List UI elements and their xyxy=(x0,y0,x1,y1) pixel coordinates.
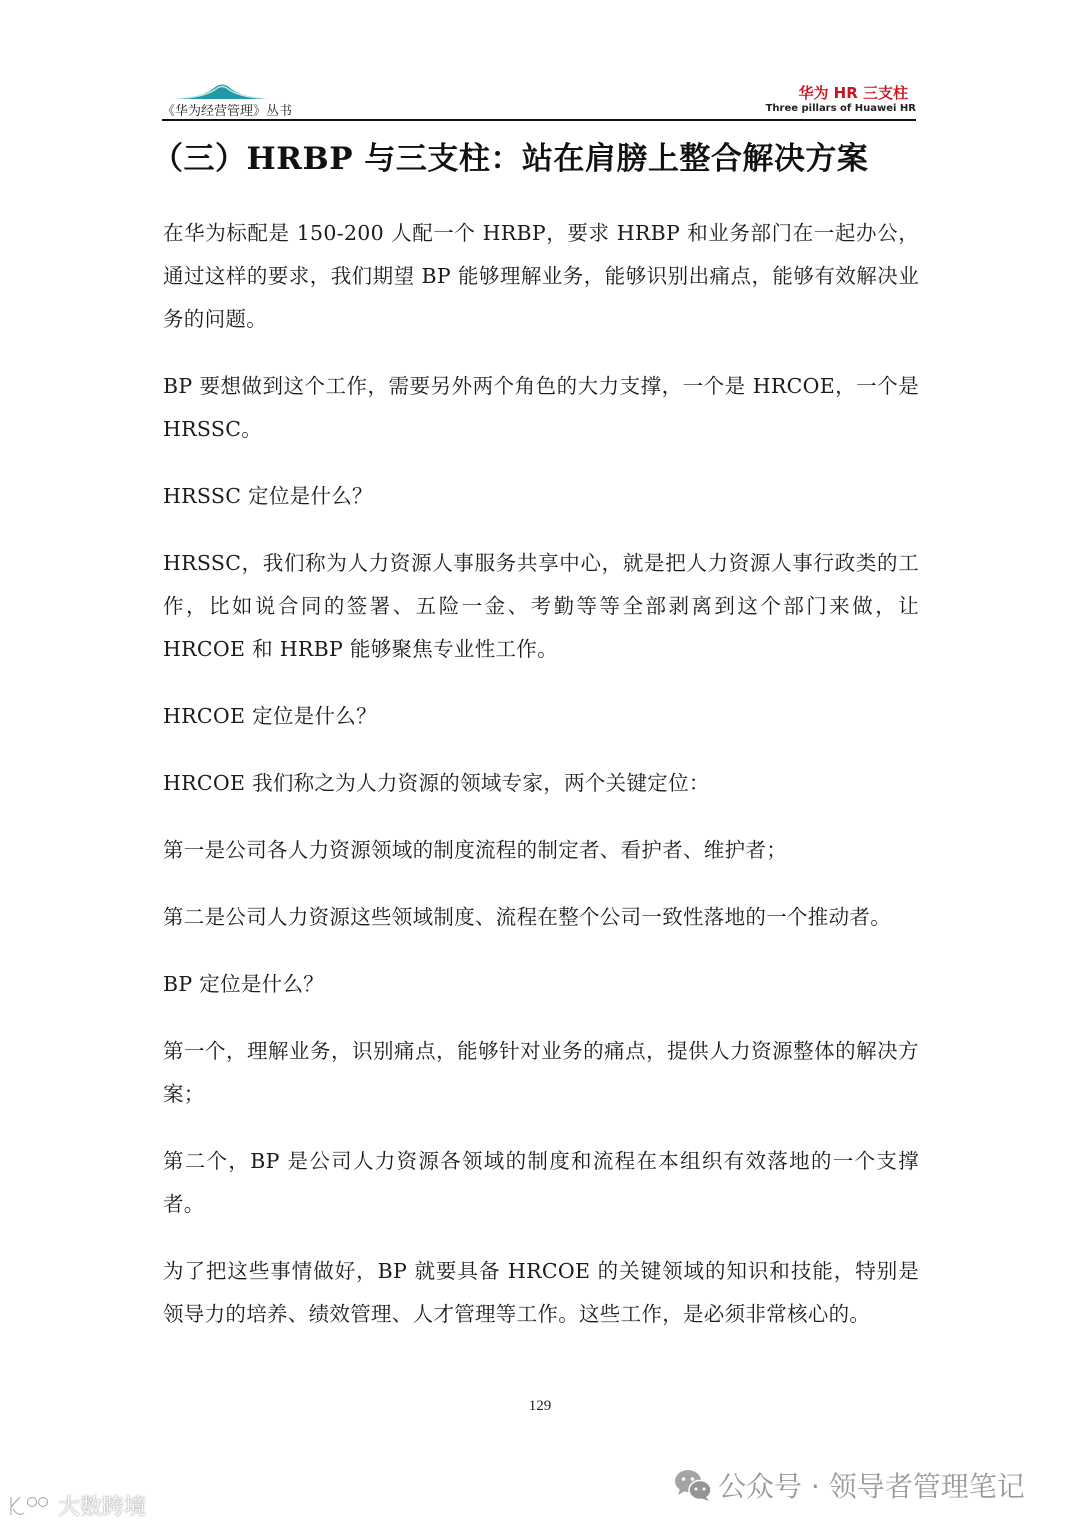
wechat-icon xyxy=(674,1468,712,1502)
paragraph: HRSSC，我们称为人力资源人事服务共享中心，就是把人力资源人事行政类的工作，比如说合同的签署、五险一金、考勤等等全部剥离到这个部门来做，让 HRCOE 和 HRBP 能够聚焦专业性工作。 xyxy=(163,551,919,661)
header-divider xyxy=(162,119,916,121)
brand-block xyxy=(766,84,916,116)
body-content xyxy=(163,212,919,1360)
paragraph: BP 要想做到这个工作，需要另外两个角色的大力支撑，一个是 HRCOE，一个是 HRSSC。 xyxy=(163,374,919,441)
kuajing-watermark-text: 大数跨境 xyxy=(58,1495,147,1520)
section-title: （三）HRBP 与三支柱：站在肩膀上整合解决方案 xyxy=(152,141,869,177)
brand-subtitle: Three pillars of Huawei HR xyxy=(765,103,916,114)
paragraph: 第一个，理解业务，识别痛点，能够针对业务的痛点，提供人力资源整体的解决方案； xyxy=(163,1039,919,1106)
series-title: 《华为经营管理》丛书 xyxy=(162,104,293,119)
wechat-watermark xyxy=(674,1465,1025,1505)
wechat-watermark-text: 公众号 · 领导者管理笔记 xyxy=(718,1470,1025,1503)
kuajing-watermark xyxy=(6,1490,146,1521)
paragraph: 在华为标配是 150-200 人配一个 HRBP，要求 HRBP 和业务部门在一起办公，通过这样的要求，我们期望 BP 能够理解业务，能够识别出痛点，能够有效解决业务的问题。 xyxy=(163,221,919,331)
brand-title: 华为 HR 三支柱 xyxy=(798,84,908,102)
question-heading: BP 定位是什么？ xyxy=(163,972,325,996)
mountain-logo-icon xyxy=(172,78,272,100)
paragraph: 为了把这些事情做好，BP 就要具备 HRCOE 的关键领域的知识和技能，特别是领导力的培养、绩效管理、人才管理等工作。这些工作，是必须非常核心的。 xyxy=(163,1259,919,1326)
question-heading: HRSSC 定位是什么？ xyxy=(163,484,373,508)
paragraph: 第二个，BP 是公司人力资源各领域的制度和流程在本组织有效落地的一个支撑者。 xyxy=(163,1149,919,1216)
paragraph: 第二是公司人力资源这些领域制度、流程在整个公司一致性落地的一个推动者。 xyxy=(163,905,891,929)
page-header xyxy=(162,72,916,120)
paragraph: HRCOE 我们称之为人力资源的领域专家，两个关键定位： xyxy=(163,771,710,795)
paragraph: 第一是公司各人力资源领域的制度流程的制定者、看护者、维护者； xyxy=(163,838,787,862)
kuajing-logo-icon xyxy=(6,1493,52,1519)
page-number: 129 xyxy=(528,1398,552,1414)
question-heading: HRCOE 定位是什么？ xyxy=(163,704,377,728)
